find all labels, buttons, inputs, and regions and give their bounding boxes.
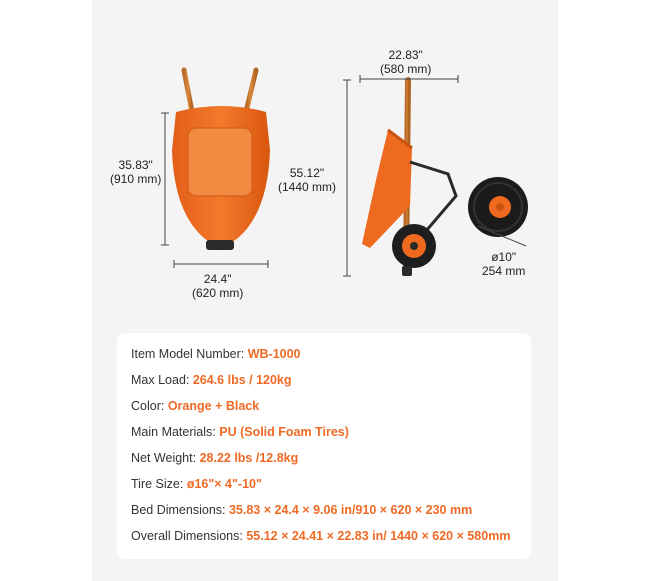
front-width-label [192, 272, 243, 300]
spec-max-load [131, 372, 292, 388]
right-handle [246, 70, 256, 112]
spec-overall-dimensions [131, 528, 510, 544]
spec-bed-dimensions [131, 502, 472, 518]
spec-tire-size [131, 476, 262, 492]
spec-label: Main Materials: [131, 425, 220, 439]
side-height-label [278, 166, 336, 194]
width-dimension-line [174, 260, 268, 268]
spec-label: Overall Dimensions: [131, 529, 247, 543]
tire-view [468, 177, 528, 237]
spec-label: Bed Dimensions: [131, 503, 229, 517]
side-width-in: 22.83" [388, 48, 423, 62]
tire-mm: 254 mm [482, 264, 526, 278]
tire-axle [496, 203, 504, 211]
side-height-in: 55.12" [289, 166, 325, 180]
spec-label: Max Load: [131, 373, 193, 387]
spec-value: WB-1000 [247, 347, 301, 361]
front-length-label [110, 158, 161, 186]
spec-value: 28.22 lbs /12.8kg [199, 451, 299, 465]
spec-value: 264.6 lbs / 120kg [192, 373, 292, 387]
front-width-in: 24.4" [203, 272, 232, 286]
side-height-mm: (1440 mm) [278, 180, 337, 194]
spec-model-number [131, 346, 301, 362]
spec-label: Net Weight: [131, 451, 200, 465]
spec-value: Orange + Black [167, 399, 260, 413]
spec-label: Color: [131, 399, 168, 413]
spec-materials [131, 424, 349, 440]
spec-value: 55.12 × 24.41 × 22.83 in/ 1440 × 620 × 580mm [246, 529, 511, 543]
side-width-mm: (580 mm) [380, 62, 432, 76]
spec-color [131, 398, 259, 414]
left-handle [184, 70, 192, 112]
spec-label: Item Model Number: [131, 347, 248, 361]
side-width-label [380, 48, 431, 76]
spec-net-weight [131, 450, 298, 466]
front-view-wheelbarrow [172, 70, 270, 250]
front-length-in: 35.83" [118, 158, 153, 172]
specifications-panel [117, 333, 531, 559]
side-foot [402, 266, 412, 276]
length-dimension-line [161, 113, 169, 245]
spec-value: 35.83 × 24.4 × 9.06 in/910 × 620 × 230 mm [228, 503, 473, 517]
tire-diameter: ø10" [491, 250, 517, 264]
tray-inner-panel [188, 128, 252, 196]
front-width-mm: (620 mm) [192, 286, 244, 300]
front-wheel-bracket [206, 240, 234, 250]
spec-value: ø16"× 4"-10" [186, 477, 262, 491]
tire-size-label [482, 250, 525, 278]
side-view-wheelbarrow [362, 80, 456, 276]
side-wheel-axle [410, 242, 418, 250]
spec-value: PU (Solid Foam Tires) [219, 425, 349, 439]
front-length-mm: (910 mm) [110, 172, 162, 186]
spec-label: Tire Size: [131, 477, 187, 491]
height-dimension-line [343, 80, 351, 276]
